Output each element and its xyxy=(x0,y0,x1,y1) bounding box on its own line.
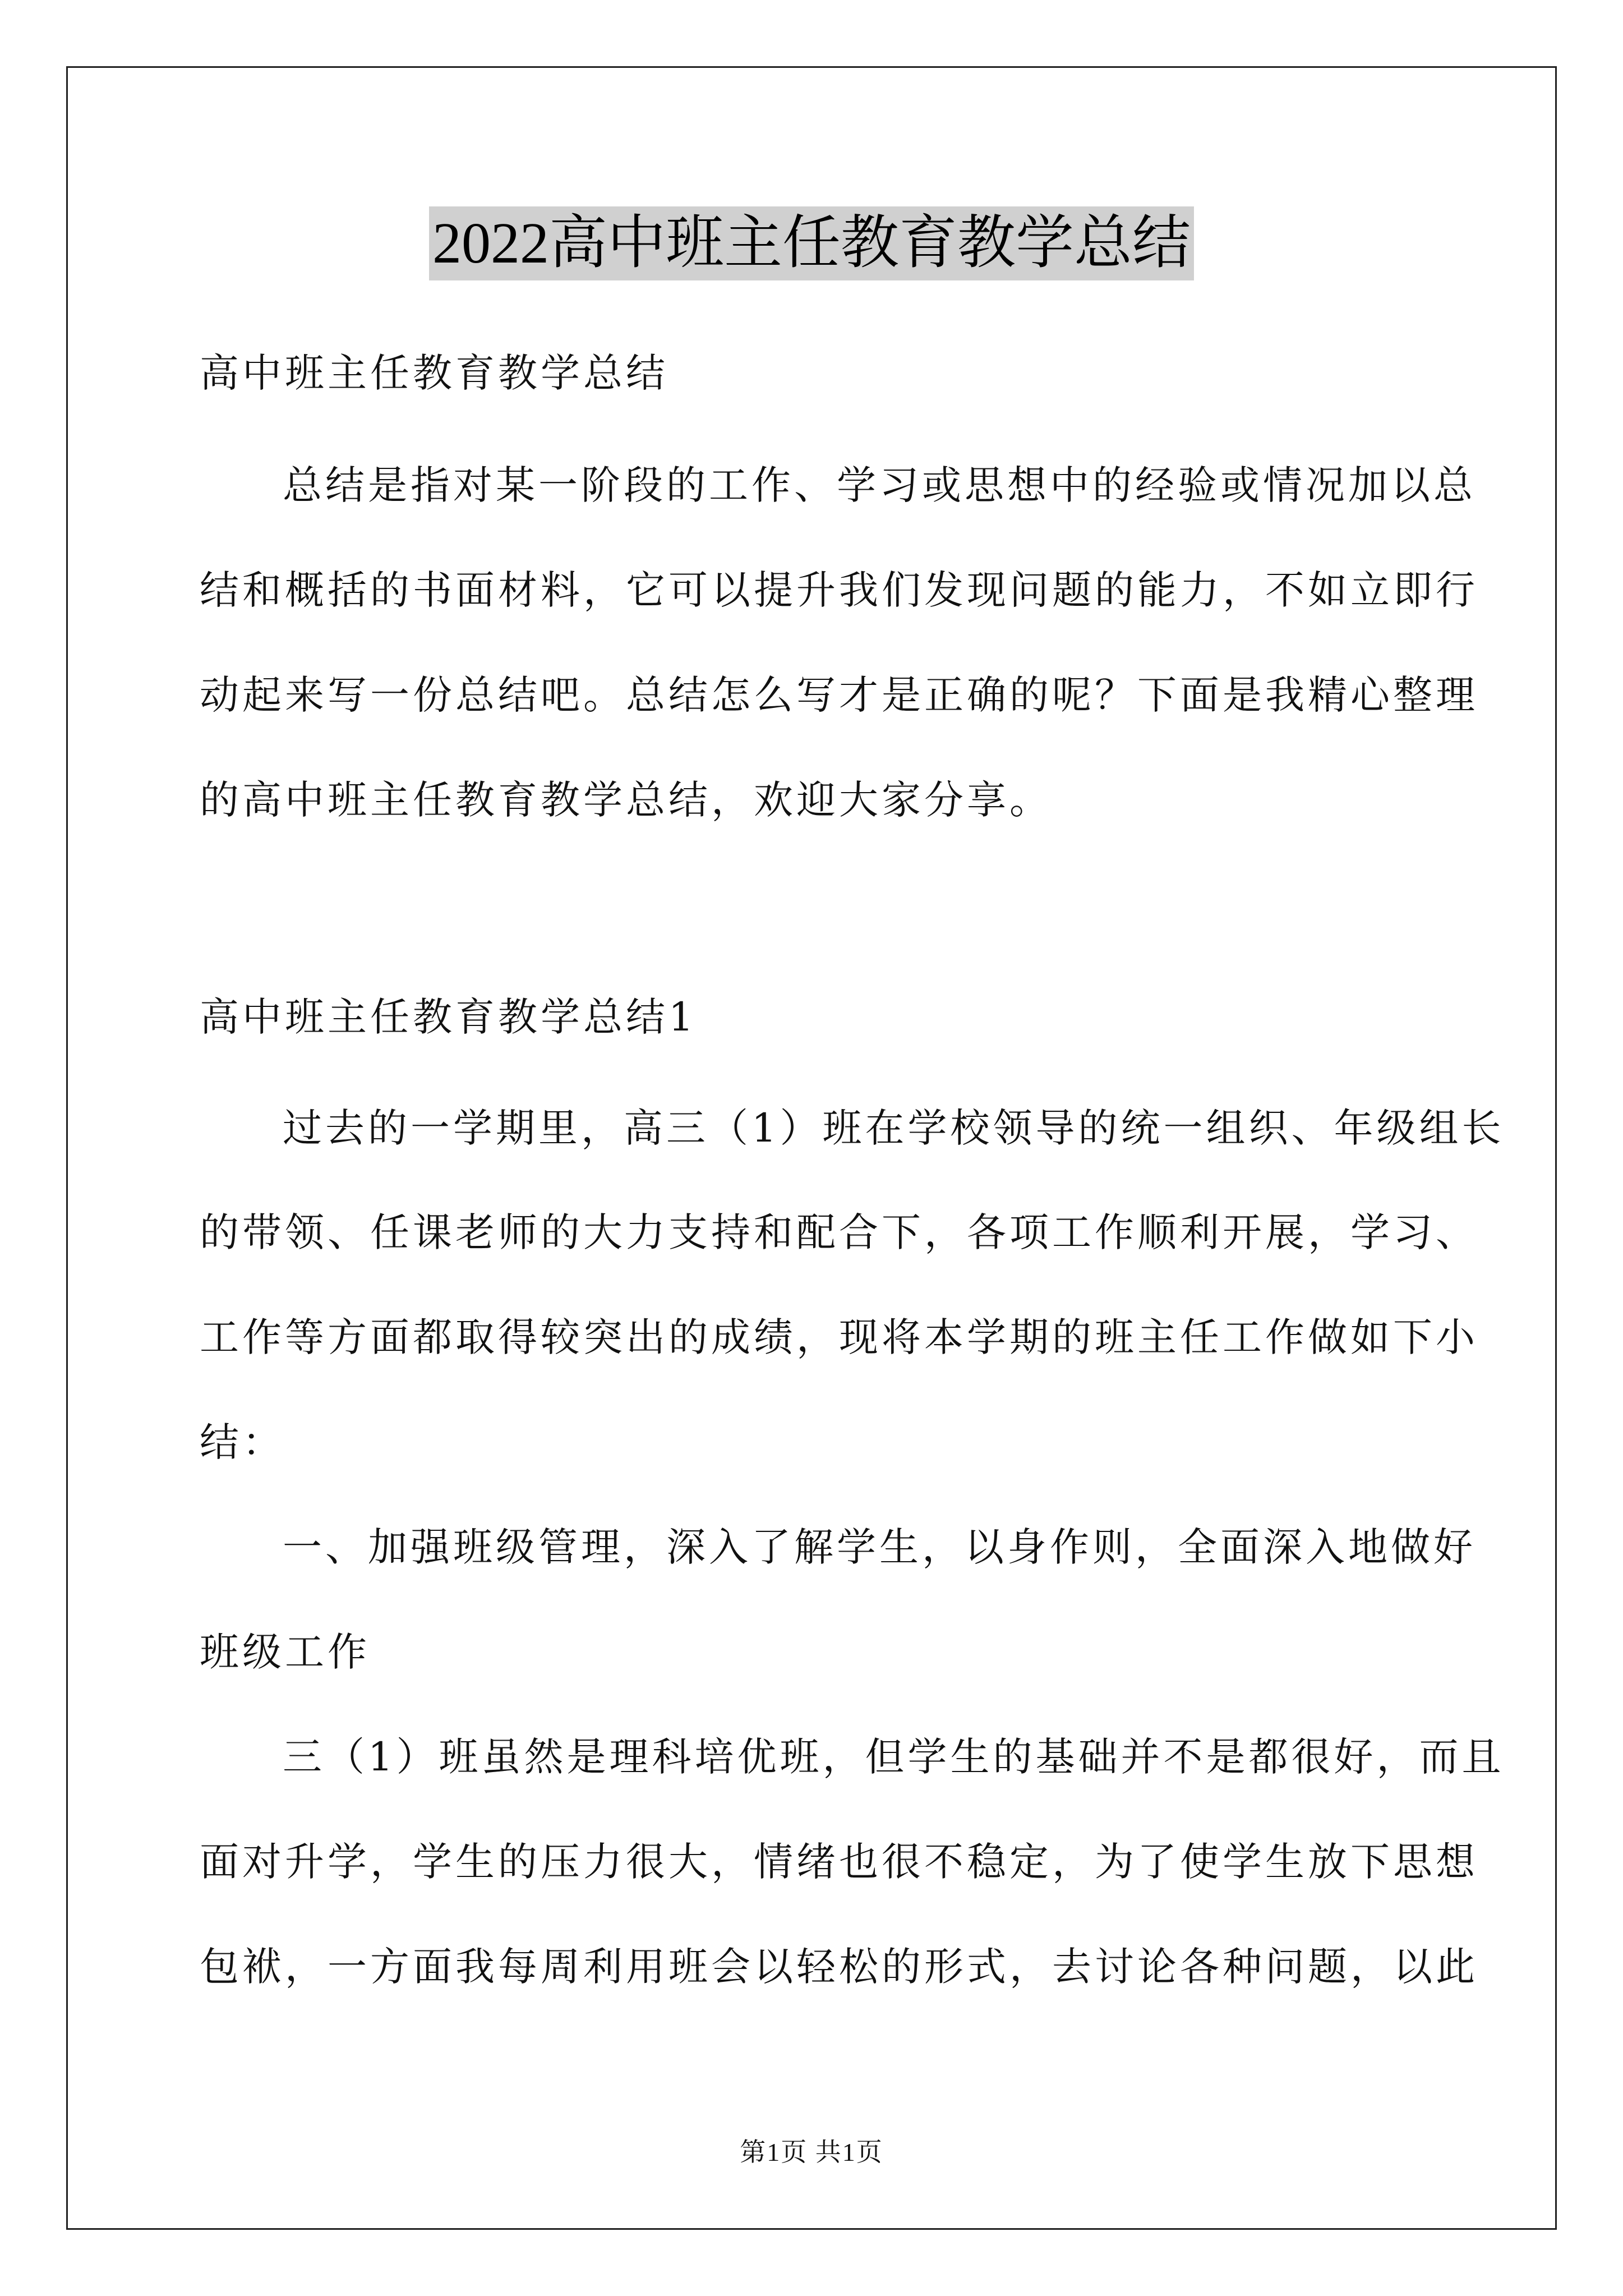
page-number: 第1页 共1页 xyxy=(740,2138,883,2166)
paragraph-line: 面对升学，学生的压力很大，情绪也很不稳定，为了使学生放下思想 xyxy=(200,1839,1478,1885)
paragraph-line: 工作等方面都取得较突出的成绩，现将本学期的班主任工作做如下小 xyxy=(200,1314,1478,1360)
paragraph-line: 班级工作 xyxy=(200,1629,370,1675)
paragraph-line: 总结是指对某一阶段的工作、学习或思想中的经验或情况加以总 xyxy=(283,462,1476,508)
paragraph-line: 一、加强班级管理，深入了解学生，以身作则，全面深入地做好 xyxy=(283,1524,1476,1570)
document-title-text: 2022高中班主任教育教学总结 xyxy=(429,206,1194,280)
section-heading: 高中班主任教育教学总结1 xyxy=(200,994,697,1040)
subtitle-line: 高中班主任教育教学总结 xyxy=(200,350,668,396)
page-footer xyxy=(0,2132,1623,2169)
paragraph-line: 结： xyxy=(200,1419,285,1465)
paragraph-line: 动起来写一份总结吧。总结怎么写才是正确的呢？下面是我精心整理 xyxy=(200,672,1478,718)
paragraph-line: 结和概括的书面材料，它可以提升我们发现问题的能力，不如立即行 xyxy=(200,567,1478,613)
document-title xyxy=(0,206,1623,280)
paragraph-line: 三（1）班虽然是理科培优班，但学生的基础并不是都很好，而且 xyxy=(283,1734,1505,1780)
paragraph-line: 的带领、任课老师的大力支持和配合下，各项工作顺利开展，学习、 xyxy=(200,1209,1478,1255)
paragraph-line: 过去的一学期里，高三（1）班在学校领导的统一组织、年级组长 xyxy=(283,1105,1505,1151)
paragraph-line: 包袱，一方面我每周利用班会以轻松的形式，去讨论各种问题，以此 xyxy=(200,1944,1478,1990)
paragraph-line: 的高中班主任教育教学总结，欢迎大家分享。 xyxy=(200,777,1052,823)
